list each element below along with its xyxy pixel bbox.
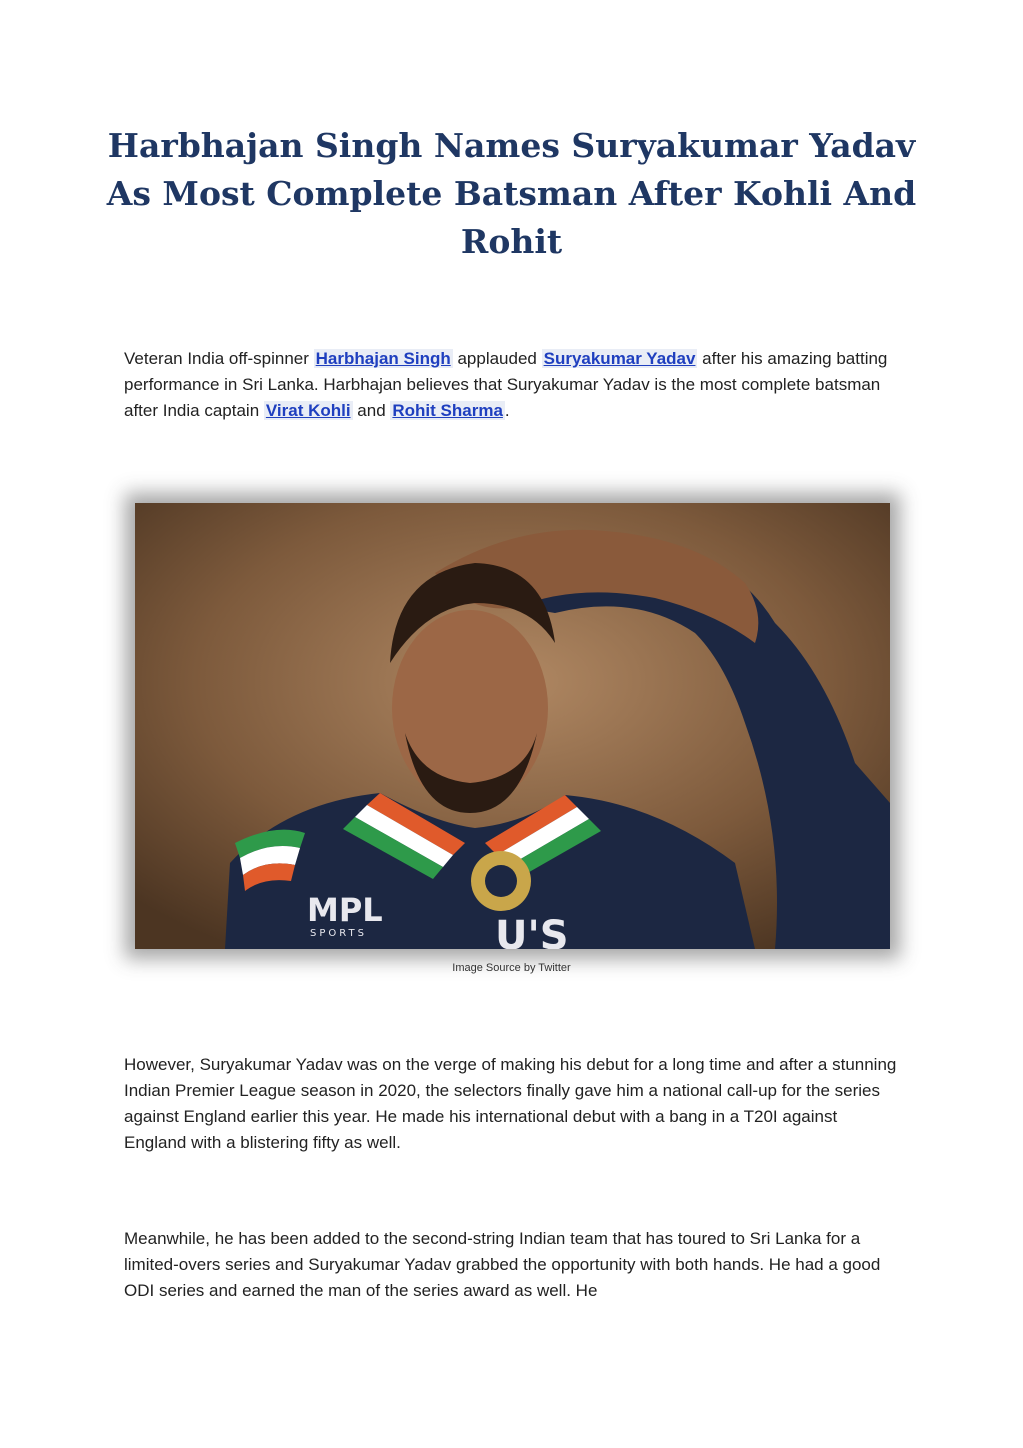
intro-paragraph [124,346,900,424]
link-virat-kohli[interactable]: Virat Kohli [265,401,351,420]
image-caption: Image Source by Twitter [452,962,571,974]
paragraph-debut: However, Suryakumar Yadav was on the verge of making his debut for a long time and after a stunning Indian Premier League season in 2020, the selectors finally gave him a national call-up for the series against England earlier this year. He made his international debut with a bang in a T20I against England with a blistering fifty as well. [124,1055,897,1152]
intro-text-1: Veteran India off-spinner [124,349,314,368]
intro-text-2: applauded [452,349,542,368]
jersey-sponsor-text: MPL [307,891,383,929]
paragraph-sri-lanka: Meanwhile, he has been added to the second-string Indian team that has toured to Sri Lanka for a limited-overs series and Suryakumar Yadav grabbed the opportunity with both hands. He had a good ODI series and earned the man of the series award as well. He [124,1229,881,1300]
article-title: Harbhajan Singh Names Suryakumar Yadav As Most Complete Batsman After Kohli And Rohit [106,126,917,261]
player-illustration [135,503,890,949]
intro-text-4: and [352,401,391,420]
article-photo [135,503,890,949]
link-suryakumar-yadav[interactable]: Suryakumar Yadav [543,349,696,368]
intro-text-5: . [504,401,510,420]
jersey-partial-text: U'S [495,913,569,949]
jersey-sponsor-subtext: SPORTS [310,928,367,939]
head-shape [392,610,548,806]
link-rohit-sharma[interactable]: Rohit Sharma [392,401,503,420]
intro-text-3: after his amazing batting performance in Sri Lanka. Harbhajan believes that Suryakumar Yadav is the most complete batsman after India captain [124,349,888,420]
link-harbhajan-singh[interactable]: Harbhajan Singh [315,349,451,368]
